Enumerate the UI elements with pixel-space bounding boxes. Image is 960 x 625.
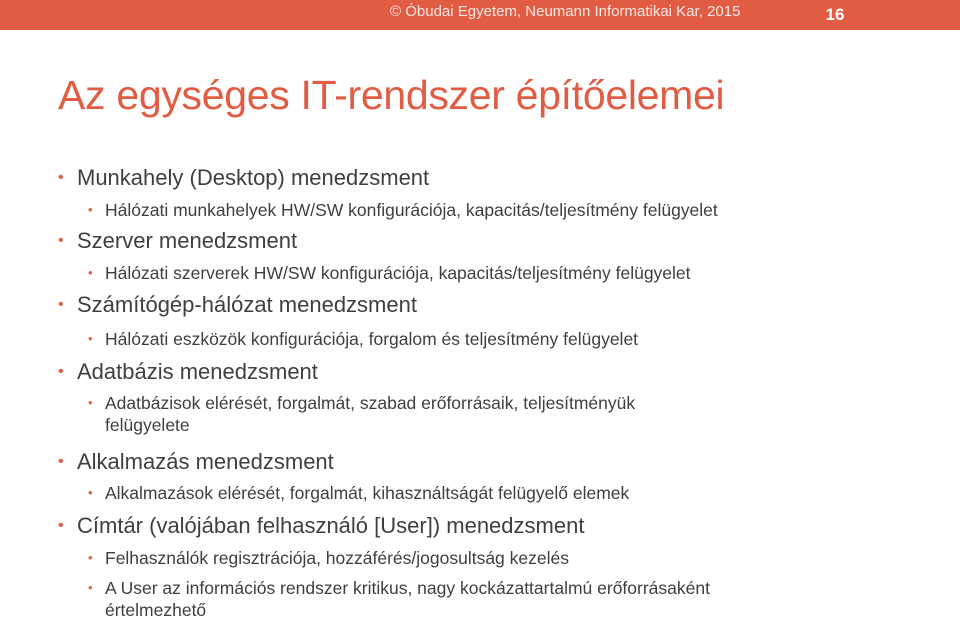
list-item-text: Hálózati szerverek HW/SW konfigurációja, kapacitás/teljesítmény felügyelet (105, 263, 691, 283)
bullet-icon: • (88, 265, 93, 280)
list-item-text: Alkalmazások elérését, forgalmát, kihasználtságát felügyelő elemek (105, 483, 630, 503)
list-item-text: Alkalmazás menedzsment (77, 449, 334, 474)
list-item-text: Munkahely (Desktop) menedzsment (77, 165, 430, 190)
list-item-text: Számítógép-hálózat menedzsment (77, 292, 417, 317)
bullet-icon: • (88, 550, 93, 565)
list-item-text: Hálózati eszközök konfigurációja, forgalom és teljesítmény felügyelet (105, 329, 639, 349)
bullet-icon: • (58, 296, 64, 313)
bullet-icon: • (58, 169, 64, 186)
bullet-icon: • (88, 331, 93, 346)
bullet-icon: • (58, 363, 64, 380)
bullet-icon: • (88, 485, 93, 500)
bullet-icon: • (58, 232, 64, 249)
bullet-icon: • (88, 202, 93, 217)
list-item-text: A User az információs rendszer kritikus, nagy kockázattartalmú erőforrásaként (105, 578, 710, 598)
copyright-footer: © Óbudai Egyetem, Neumann Informatikai Kar, 2015 (390, 3, 741, 20)
list-item-text-continued: felügyelete (105, 415, 190, 435)
list-item-text: Szerver menedzsment (77, 228, 298, 253)
list-item-text: Adatbázis menedzsment (77, 359, 318, 384)
list-item-text-continued: értelmezhető (105, 600, 207, 620)
page-number: 16 (825, 5, 845, 24)
list-item-text: Adatbázisok elérését, forgalmát, szabad erőforrásaik, teljesítményük (105, 393, 636, 413)
bullet-icon: • (88, 395, 93, 410)
list-item-text: Felhasználók regisztrációja, hozzáférés/jogosultság kezelés (105, 548, 569, 568)
bullet-icon: • (58, 453, 64, 470)
bullet-icon: • (88, 580, 93, 595)
list-item-text: Címtár (valójában felhasználó [User]) menedzsment (77, 513, 585, 538)
list-item-text: Hálózati munkahelyek HW/SW konfigurációja, kapacitás/teljesítmény felügyelet (105, 200, 718, 220)
slide-title: Az egységes IT-rendszer építőelemei (58, 72, 725, 118)
bullet-icon: • (58, 517, 64, 534)
